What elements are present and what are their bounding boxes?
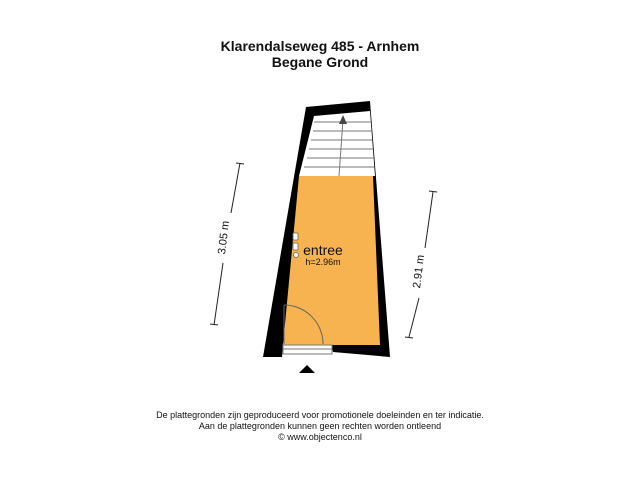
- plan-title: Klarendalseweg 485 - Arnhem: [220, 38, 420, 54]
- copyright-link[interactable]: © www.objectenco.nl: [278, 432, 362, 442]
- dimension-label-right: 2.91 m: [411, 254, 428, 290]
- disclaimer-line-2: Aan de plattegronden kunnen geen rechten worden ontleend: [198, 421, 442, 431]
- room-label: entree: [303, 242, 343, 258]
- triangle-up-icon: [299, 365, 315, 373]
- dimension-label-left: 3.05 m: [216, 220, 233, 256]
- room-height: h=2.96m: [305, 257, 341, 267]
- switch-icon: [293, 233, 299, 258]
- floor-name: Begane Grond: [271, 54, 369, 70]
- disclaimer-line-1: De plattegronden zijn geproduceerd voor promotionele doeleinden en ter indicatie.: [156, 410, 484, 420]
